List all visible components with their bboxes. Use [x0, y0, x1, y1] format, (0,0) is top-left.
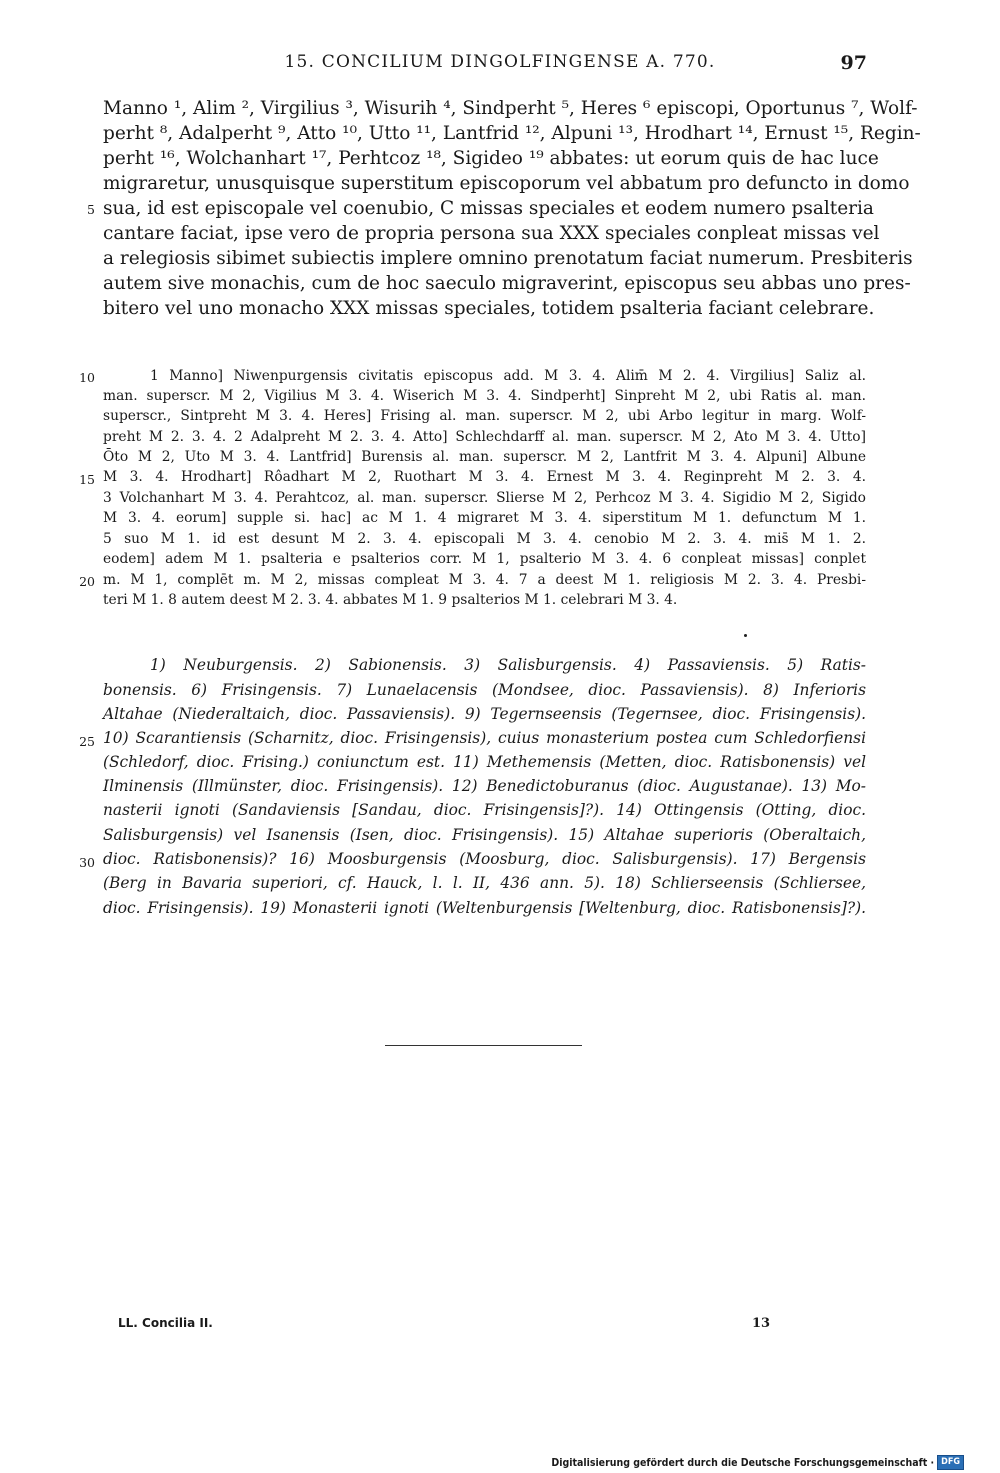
apparatus-line: Ōto M 2, Uto M 3. 4. Lantfrid] Burensis al. man. superscr. M 2, Lantfrit M 3. 4. Alpuni] Albune	[103, 449, 866, 465]
apparatus-line: m. M 1, complēt m. M 2, missas compleat M 3. 4. 7 a deest M 1. religiosis M 2. 3. 4. Presbi-	[103, 572, 866, 588]
apparatus-line: preht M 2. 3. 4. 2 Adalpreht M 2. 3. 4. Atto] Schlechdarff al. man. superscr. M 2, Ato M 3. 4. Utto]	[103, 429, 866, 445]
running-head: 15. CONCILIUM DINGOLFINGENSE A. 770.	[284, 52, 716, 72]
apparatus-line: man. superscr. M 2, Vigilius M 3. 4. Wiserich M 3. 4. Sindperht] Sinpreht M 2, ubi Ratis al. man.	[103, 388, 866, 404]
line-number: 25	[79, 734, 95, 749]
line-number: 30	[79, 855, 95, 870]
apparatus-line: 5 suo M 1. id est desunt M 2. 3. 4. episcopali M 3. 4. cenobio M 2. 3. 4. mis̄ M 1. 2.	[103, 531, 866, 547]
line-number: 15	[79, 472, 95, 487]
stray-mark	[744, 634, 747, 637]
note-line: Salisburgensis) vel Isanensis (Isen, dioc. Frisingensis). 15) Altahae superioris (Oberaltaich,	[103, 826, 866, 844]
line-number: 20	[79, 574, 95, 589]
apparatus-line: M 3. 4. eorum] supple si. hac] ac M 1. 4 migraret M 3. 4. siperstitum M 1. defunctum M 1.	[103, 510, 866, 526]
signature-mark: LL. Concilia II.	[118, 1316, 213, 1330]
apparatus-line: eodem] adem M 1. psalteria e psalterios corr. M 1, psalterio M 3. 4. 6 conpleat missas] conplet	[103, 551, 866, 567]
apparatus-line: 3 Volchanhart M 3. 4. Perahtcoz, al. man. superscr. Slierse M 2, Perhcoz M 3. 4. Sigidio M 2, Sigido	[103, 490, 866, 506]
main-text-line: bitero vel uno monacho XXX missas speciales, totidem psalteria faciant celebrare.	[103, 298, 875, 319]
note-line: dioc. Frisingensis). 19) Monasterii ignoti (Weltenburgensis [Weltenburg, dioc. Ratisbonensis]?).	[103, 899, 866, 917]
main-text-line: migraretur, unusquisque superstitum episcoporum vel abbatum pro defuncto in domo	[103, 173, 910, 194]
line-number: 5	[87, 202, 95, 217]
note-line: Altahae (Niederaltaich, dioc. Passaviensis). 9) Tegernseensis (Tegernsee, dioc. Frisingensis).	[103, 705, 866, 723]
page-number: 97	[840, 52, 867, 74]
gathering-number: 13	[752, 1316, 771, 1331]
main-text-line: Manno ¹, Alim ², Virgilius ³, Wisurih ⁴, Sindperht ⁵, Heres ⁶ episcopi, Oportunus ⁷, Wolf-	[103, 98, 918, 119]
main-text-line: sua, id est episcopale vel coenubio, C missas speciales et eodem numero psalteria	[103, 198, 874, 219]
note-line: bonensis. 6) Frisingensis. 7) Lunaelacensis (Mondsee, dioc. Passaviensis). 8) Inferioris	[103, 681, 866, 699]
note-line: (Schledorf, dioc. Frising.) coniunctum est. 11) Methemensis (Metten, dioc. Ratisbonensis) vel	[103, 753, 866, 771]
main-text-line: cantare faciat, ipse vero de propria persona sua XXX speciales conpleat missas vel	[103, 223, 880, 244]
end-rule	[385, 1045, 582, 1046]
credit-text: Digitalisierung gefördert durch die Deutsche Forschungsgemeinschaft ·	[551, 1456, 935, 1469]
apparatus-line: superscr., Sintpreht M 3. 4. Heres] Frising al. man. superscr. M 2, ubi Arbo legitur in marg. Wolf-	[103, 408, 866, 424]
note-line: Ilminensis (Illmünster, dioc. Frisingensis). 12) Benedictoburanus (dioc. Augustanae). 13) Mo-	[103, 777, 866, 795]
apparatus-line: teri M 1. 8 autem deest M 2. 3. 4. abbates M 1. 9 psalterios M 1. celebrari M 3. 4.	[103, 592, 678, 608]
main-text-line: autem sive monachis, cum de hoc saeculo migraverint, episcopus seu abbas uno pres-	[103, 273, 911, 294]
main-text-line: perht ¹⁶, Wolchanhart ¹⁷, Perhtcoz ¹⁸, Sigideo ¹⁹ abbates: ut eorum quis de hac luce	[103, 148, 879, 169]
note-line: (Berg in Bavaria superiori, cf. Hauck, l. l. II, 436 ann. 5). 18) Schlierseensis (Schliersee,	[103, 874, 866, 892]
note-line: 1) Neuburgensis. 2) Sabionensis. 3) Salisburgensis. 4) Passaviensis. 5) Ratis-	[150, 656, 866, 674]
digitization-credit	[551, 1455, 964, 1470]
apparatus-line: M 3. 4. Hrodhart] Rôadhart M 2, Ruothart M 3. 4. Ernest M 3. 4. Reginpreht M 2. 3. 4.	[103, 469, 866, 485]
note-line: dioc. Ratisbonensis)? 16) Moosburgensis (Moosburg, dioc. Salisburgensis). 17) Bergensis	[103, 850, 866, 868]
main-text-line: a relegiosis sibimet subiectis implere omnino prenotatum faciat numerum. Presbiteris	[103, 248, 913, 269]
dfg-logo-icon: DFG	[937, 1455, 964, 1470]
line-number: 10	[79, 370, 95, 385]
main-text-line: perht ⁸, Adalperht ⁹, Atto ¹⁰, Utto ¹¹, Lantfrid ¹², Alpuni ¹³, Hrodhart ¹⁴, Ernust ¹⁵, Regin-	[103, 123, 921, 144]
apparatus-line: 1 Manno] Niwenpurgensis civitatis episcopus add. M 3. 4. Alim̄ M 2. 4. Virgilius] Saliz al.	[150, 368, 866, 384]
note-line: nasterii ignoti (Sandaviensis [Sandau, dioc. Frisingensis]?). 14) Ottingensis (Otting, dioc.	[103, 801, 866, 819]
note-line: 10) Scarantiensis (Scharnitz, dioc. Frisingensis), cuius monasterium postea cum Schledorfiensi	[103, 729, 866, 747]
